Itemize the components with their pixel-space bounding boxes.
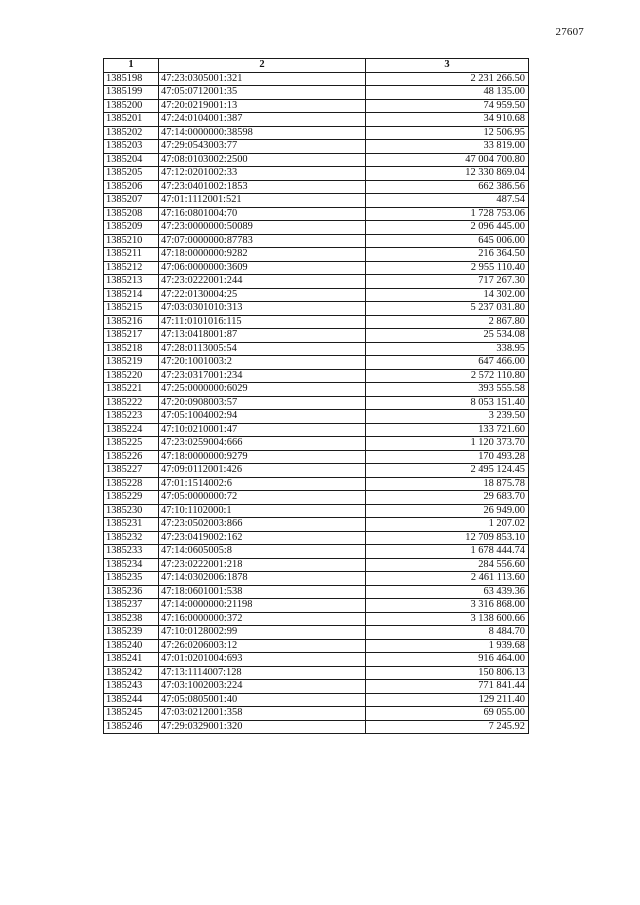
row-number-cell: 1385209 bbox=[104, 221, 159, 235]
table-row bbox=[104, 653, 529, 667]
value-cell: 3 239.50 bbox=[366, 410, 529, 424]
row-number-cell: 1385232 bbox=[104, 531, 159, 545]
value-cell: 645 006.00 bbox=[366, 234, 529, 248]
cadastral-number-cell: 47:23:0401002:1853 bbox=[159, 180, 366, 194]
row-number-cell: 1385245 bbox=[104, 707, 159, 721]
table-row bbox=[104, 383, 529, 397]
cadastral-number-cell: 47:08:0103002:2500 bbox=[159, 153, 366, 167]
registry-table bbox=[103, 58, 529, 734]
value-cell: 8 053 151.40 bbox=[366, 396, 529, 410]
cadastral-number-cell: 47:24:0104001:387 bbox=[159, 113, 366, 127]
row-number-cell: 1385224 bbox=[104, 423, 159, 437]
table-row bbox=[104, 612, 529, 626]
column-header-1: 1 bbox=[104, 59, 159, 73]
table-row bbox=[104, 396, 529, 410]
row-number-cell: 1385242 bbox=[104, 666, 159, 680]
cadastral-number-cell: 47:18:0000000:9279 bbox=[159, 450, 366, 464]
cadastral-number-cell: 47:22:0130004:25 bbox=[159, 288, 366, 302]
value-cell: 129 211.40 bbox=[366, 693, 529, 707]
value-cell: 338.95 bbox=[366, 342, 529, 356]
row-number-cell: 1385205 bbox=[104, 167, 159, 181]
cadastral-number-cell: 47:28:0113005:54 bbox=[159, 342, 366, 356]
table-row bbox=[104, 666, 529, 680]
table-row bbox=[104, 113, 529, 127]
value-cell: 5 237 031.80 bbox=[366, 302, 529, 316]
cadastral-number-cell: 47:23:0305001:321 bbox=[159, 72, 366, 86]
table-row bbox=[104, 626, 529, 640]
value-cell: 1 939.68 bbox=[366, 639, 529, 653]
row-number-cell: 1385246 bbox=[104, 720, 159, 734]
cadastral-number-cell: 47:05:0805001:40 bbox=[159, 693, 366, 707]
table-row bbox=[104, 194, 529, 208]
cadastral-number-cell: 47:01:0201004:693 bbox=[159, 653, 366, 667]
cadastral-number-cell: 47:20:1001003:2 bbox=[159, 356, 366, 370]
table-row bbox=[104, 207, 529, 221]
value-cell: 1 207.02 bbox=[366, 518, 529, 532]
cadastral-number-cell: 47:05:0712001:35 bbox=[159, 86, 366, 100]
value-cell: 133 721.60 bbox=[366, 423, 529, 437]
table-row bbox=[104, 315, 529, 329]
table-row bbox=[104, 99, 529, 113]
value-cell: 18 875.78 bbox=[366, 477, 529, 491]
value-cell: 8 484.70 bbox=[366, 626, 529, 640]
cadastral-number-cell: 47:10:1102000:1 bbox=[159, 504, 366, 518]
cadastral-number-cell: 47:29:0543003:77 bbox=[159, 140, 366, 154]
cadastral-number-cell: 47:03:0301010:313 bbox=[159, 302, 366, 316]
table-row bbox=[104, 221, 529, 235]
row-number-cell: 1385217 bbox=[104, 329, 159, 343]
value-cell: 14 302.00 bbox=[366, 288, 529, 302]
cadastral-number-cell: 47:14:0000000:38598 bbox=[159, 126, 366, 140]
cadastral-number-cell: 47:05:0000000:72 bbox=[159, 491, 366, 505]
table-row bbox=[104, 639, 529, 653]
value-cell: 170 493.28 bbox=[366, 450, 529, 464]
cadastral-number-cell: 47:01:1514002:6 bbox=[159, 477, 366, 491]
table-row bbox=[104, 450, 529, 464]
row-number-cell: 1385216 bbox=[104, 315, 159, 329]
table-row bbox=[104, 518, 529, 532]
row-number-cell: 1385236 bbox=[104, 585, 159, 599]
table-row bbox=[104, 558, 529, 572]
cadastral-number-cell: 47:12:0201002:33 bbox=[159, 167, 366, 181]
table-row bbox=[104, 680, 529, 694]
value-cell: 1 678 444.74 bbox=[366, 545, 529, 559]
row-number-cell: 1385235 bbox=[104, 572, 159, 586]
cadastral-number-cell: 47:23:0502003:866 bbox=[159, 518, 366, 532]
cadastral-number-cell: 47:18:0000000:9282 bbox=[159, 248, 366, 262]
row-number-cell: 1385218 bbox=[104, 342, 159, 356]
cadastral-number-cell: 47:20:0219001:13 bbox=[159, 99, 366, 113]
row-number-cell: 1385203 bbox=[104, 140, 159, 154]
table-row bbox=[104, 153, 529, 167]
row-number-cell: 1385221 bbox=[104, 383, 159, 397]
value-cell: 26 949.00 bbox=[366, 504, 529, 518]
row-number-cell: 1385241 bbox=[104, 653, 159, 667]
value-cell: 2 231 266.50 bbox=[366, 72, 529, 86]
table-row bbox=[104, 180, 529, 194]
row-number-cell: 1385231 bbox=[104, 518, 159, 532]
row-number-cell: 1385243 bbox=[104, 680, 159, 694]
cadastral-number-cell: 47:11:0101016:115 bbox=[159, 315, 366, 329]
cadastral-number-cell: 47:20:0908003:57 bbox=[159, 396, 366, 410]
cadastral-number-cell: 47:18:0601001:538 bbox=[159, 585, 366, 599]
cadastral-number-cell: 47:14:0605005:8 bbox=[159, 545, 366, 559]
cadastral-number-cell: 47:14:0302006:1878 bbox=[159, 572, 366, 586]
table-row bbox=[104, 329, 529, 343]
row-number-cell: 1385200 bbox=[104, 99, 159, 113]
value-cell: 12 709 853.10 bbox=[366, 531, 529, 545]
table-row bbox=[104, 707, 529, 721]
row-number-cell: 1385206 bbox=[104, 180, 159, 194]
value-cell: 69 055.00 bbox=[366, 707, 529, 721]
cadastral-number-cell: 47:03:0212001:358 bbox=[159, 707, 366, 721]
table-row bbox=[104, 437, 529, 451]
value-cell: 662 386.56 bbox=[366, 180, 529, 194]
value-cell: 2 572 110.80 bbox=[366, 369, 529, 383]
table-row bbox=[104, 261, 529, 275]
value-cell: 12 330 869.04 bbox=[366, 167, 529, 181]
value-cell: 2 867.80 bbox=[366, 315, 529, 329]
value-cell: 74 959.50 bbox=[366, 99, 529, 113]
table-row bbox=[104, 410, 529, 424]
row-number-cell: 1385210 bbox=[104, 234, 159, 248]
value-cell: 2 461 113.60 bbox=[366, 572, 529, 586]
table-row bbox=[104, 140, 529, 154]
table-row bbox=[104, 72, 529, 86]
row-number-cell: 1385229 bbox=[104, 491, 159, 505]
row-number-cell: 1385204 bbox=[104, 153, 159, 167]
cadastral-number-cell: 47:03:1002003:224 bbox=[159, 680, 366, 694]
cadastral-number-cell: 47:16:0801004:70 bbox=[159, 207, 366, 221]
cadastral-number-cell: 47:16:0000000:372 bbox=[159, 612, 366, 626]
table-row bbox=[104, 126, 529, 140]
row-number-cell: 1385240 bbox=[104, 639, 159, 653]
cadastral-number-cell: 47:23:0317001:234 bbox=[159, 369, 366, 383]
value-cell: 7 245.92 bbox=[366, 720, 529, 734]
row-number-cell: 1385213 bbox=[104, 275, 159, 289]
table-row bbox=[104, 491, 529, 505]
row-number-cell: 1385219 bbox=[104, 356, 159, 370]
value-cell: 1 120 373.70 bbox=[366, 437, 529, 451]
value-cell: 2 096 445.00 bbox=[366, 221, 529, 235]
table-row bbox=[104, 86, 529, 100]
row-number-cell: 1385223 bbox=[104, 410, 159, 424]
cadastral-number-cell: 47:07:0000000:87783 bbox=[159, 234, 366, 248]
table-row bbox=[104, 585, 529, 599]
cadastral-number-cell: 47:13:1114007:128 bbox=[159, 666, 366, 680]
column-header-3: 3 bbox=[366, 59, 529, 73]
cadastral-number-cell: 47:10:0128002:99 bbox=[159, 626, 366, 640]
table-row bbox=[104, 572, 529, 586]
column-header-2: 2 bbox=[159, 59, 366, 73]
value-cell: 284 556.60 bbox=[366, 558, 529, 572]
value-cell: 1 728 753.06 bbox=[366, 207, 529, 221]
row-number-cell: 1385234 bbox=[104, 558, 159, 572]
value-cell: 34 910.68 bbox=[366, 113, 529, 127]
table-row bbox=[104, 693, 529, 707]
cadastral-number-cell: 47:26:0206003:12 bbox=[159, 639, 366, 653]
row-number-cell: 1385230 bbox=[104, 504, 159, 518]
cadastral-number-cell: 47:23:0222001:218 bbox=[159, 558, 366, 572]
value-cell: 393 555.58 bbox=[366, 383, 529, 397]
row-number-cell: 1385199 bbox=[104, 86, 159, 100]
table-header-row bbox=[104, 59, 529, 73]
value-cell: 12 506.95 bbox=[366, 126, 529, 140]
row-number-cell: 1385239 bbox=[104, 626, 159, 640]
row-number-cell: 1385226 bbox=[104, 450, 159, 464]
cadastral-number-cell: 47:23:0259004:666 bbox=[159, 437, 366, 451]
row-number-cell: 1385222 bbox=[104, 396, 159, 410]
row-number-cell: 1385211 bbox=[104, 248, 159, 262]
cadastral-number-cell: 47:09:0112001:426 bbox=[159, 464, 366, 478]
table-row bbox=[104, 504, 529, 518]
row-number-cell: 1385198 bbox=[104, 72, 159, 86]
value-cell: 216 364.50 bbox=[366, 248, 529, 262]
table-row bbox=[104, 302, 529, 316]
table-row bbox=[104, 464, 529, 478]
row-number-cell: 1385201 bbox=[104, 113, 159, 127]
table-row bbox=[104, 423, 529, 437]
cadastral-number-cell: 47:06:0000000:3609 bbox=[159, 261, 366, 275]
cadastral-number-cell: 47:13:0418001:87 bbox=[159, 329, 366, 343]
table-body bbox=[104, 72, 529, 734]
value-cell: 25 534.08 bbox=[366, 329, 529, 343]
cadastral-number-cell: 47:25:0000000:6029 bbox=[159, 383, 366, 397]
page-number: 27607 bbox=[555, 26, 584, 38]
value-cell: 647 466.00 bbox=[366, 356, 529, 370]
row-number-cell: 1385237 bbox=[104, 599, 159, 613]
cadastral-number-cell: 47:29:0329001:320 bbox=[159, 720, 366, 734]
value-cell: 3 138 600.66 bbox=[366, 612, 529, 626]
value-cell: 63 439.36 bbox=[366, 585, 529, 599]
row-number-cell: 1385238 bbox=[104, 612, 159, 626]
cadastral-number-cell: 47:14:0000000:21198 bbox=[159, 599, 366, 613]
table-row bbox=[104, 599, 529, 613]
row-number-cell: 1385244 bbox=[104, 693, 159, 707]
value-cell: 717 267.30 bbox=[366, 275, 529, 289]
table-row bbox=[104, 369, 529, 383]
value-cell: 916 464.00 bbox=[366, 653, 529, 667]
row-number-cell: 1385225 bbox=[104, 437, 159, 451]
table-row bbox=[104, 356, 529, 370]
value-cell: 487.54 bbox=[366, 194, 529, 208]
table-row bbox=[104, 248, 529, 262]
table-row bbox=[104, 720, 529, 734]
table-row bbox=[104, 234, 529, 248]
table-row bbox=[104, 275, 529, 289]
row-number-cell: 1385233 bbox=[104, 545, 159, 559]
value-cell: 150 806.13 bbox=[366, 666, 529, 680]
row-number-cell: 1385228 bbox=[104, 477, 159, 491]
row-number-cell: 1385202 bbox=[104, 126, 159, 140]
cadastral-number-cell: 47:23:0000000:50089 bbox=[159, 221, 366, 235]
table-row bbox=[104, 288, 529, 302]
cadastral-number-cell: 47:10:0210001:47 bbox=[159, 423, 366, 437]
row-number-cell: 1385215 bbox=[104, 302, 159, 316]
table-row bbox=[104, 531, 529, 545]
value-cell: 771 841.44 bbox=[366, 680, 529, 694]
value-cell: 48 135.00 bbox=[366, 86, 529, 100]
value-cell: 3 316 868.00 bbox=[366, 599, 529, 613]
cadastral-number-cell: 47:05:1004002:94 bbox=[159, 410, 366, 424]
value-cell: 47 004 700.80 bbox=[366, 153, 529, 167]
row-number-cell: 1385208 bbox=[104, 207, 159, 221]
value-cell: 2 495 124.45 bbox=[366, 464, 529, 478]
value-cell: 29 683.70 bbox=[366, 491, 529, 505]
table-row bbox=[104, 342, 529, 356]
row-number-cell: 1385214 bbox=[104, 288, 159, 302]
cadastral-number-cell: 47:01:1112001:521 bbox=[159, 194, 366, 208]
table-row bbox=[104, 477, 529, 491]
table-row bbox=[104, 545, 529, 559]
row-number-cell: 1385207 bbox=[104, 194, 159, 208]
value-cell: 2 955 110.40 bbox=[366, 261, 529, 275]
cadastral-number-cell: 47:23:0419002:162 bbox=[159, 531, 366, 545]
table-row bbox=[104, 167, 529, 181]
row-number-cell: 1385227 bbox=[104, 464, 159, 478]
row-number-cell: 1385212 bbox=[104, 261, 159, 275]
cadastral-number-cell: 47:23:0222001:244 bbox=[159, 275, 366, 289]
value-cell: 33 819.00 bbox=[366, 140, 529, 154]
row-number-cell: 1385220 bbox=[104, 369, 159, 383]
